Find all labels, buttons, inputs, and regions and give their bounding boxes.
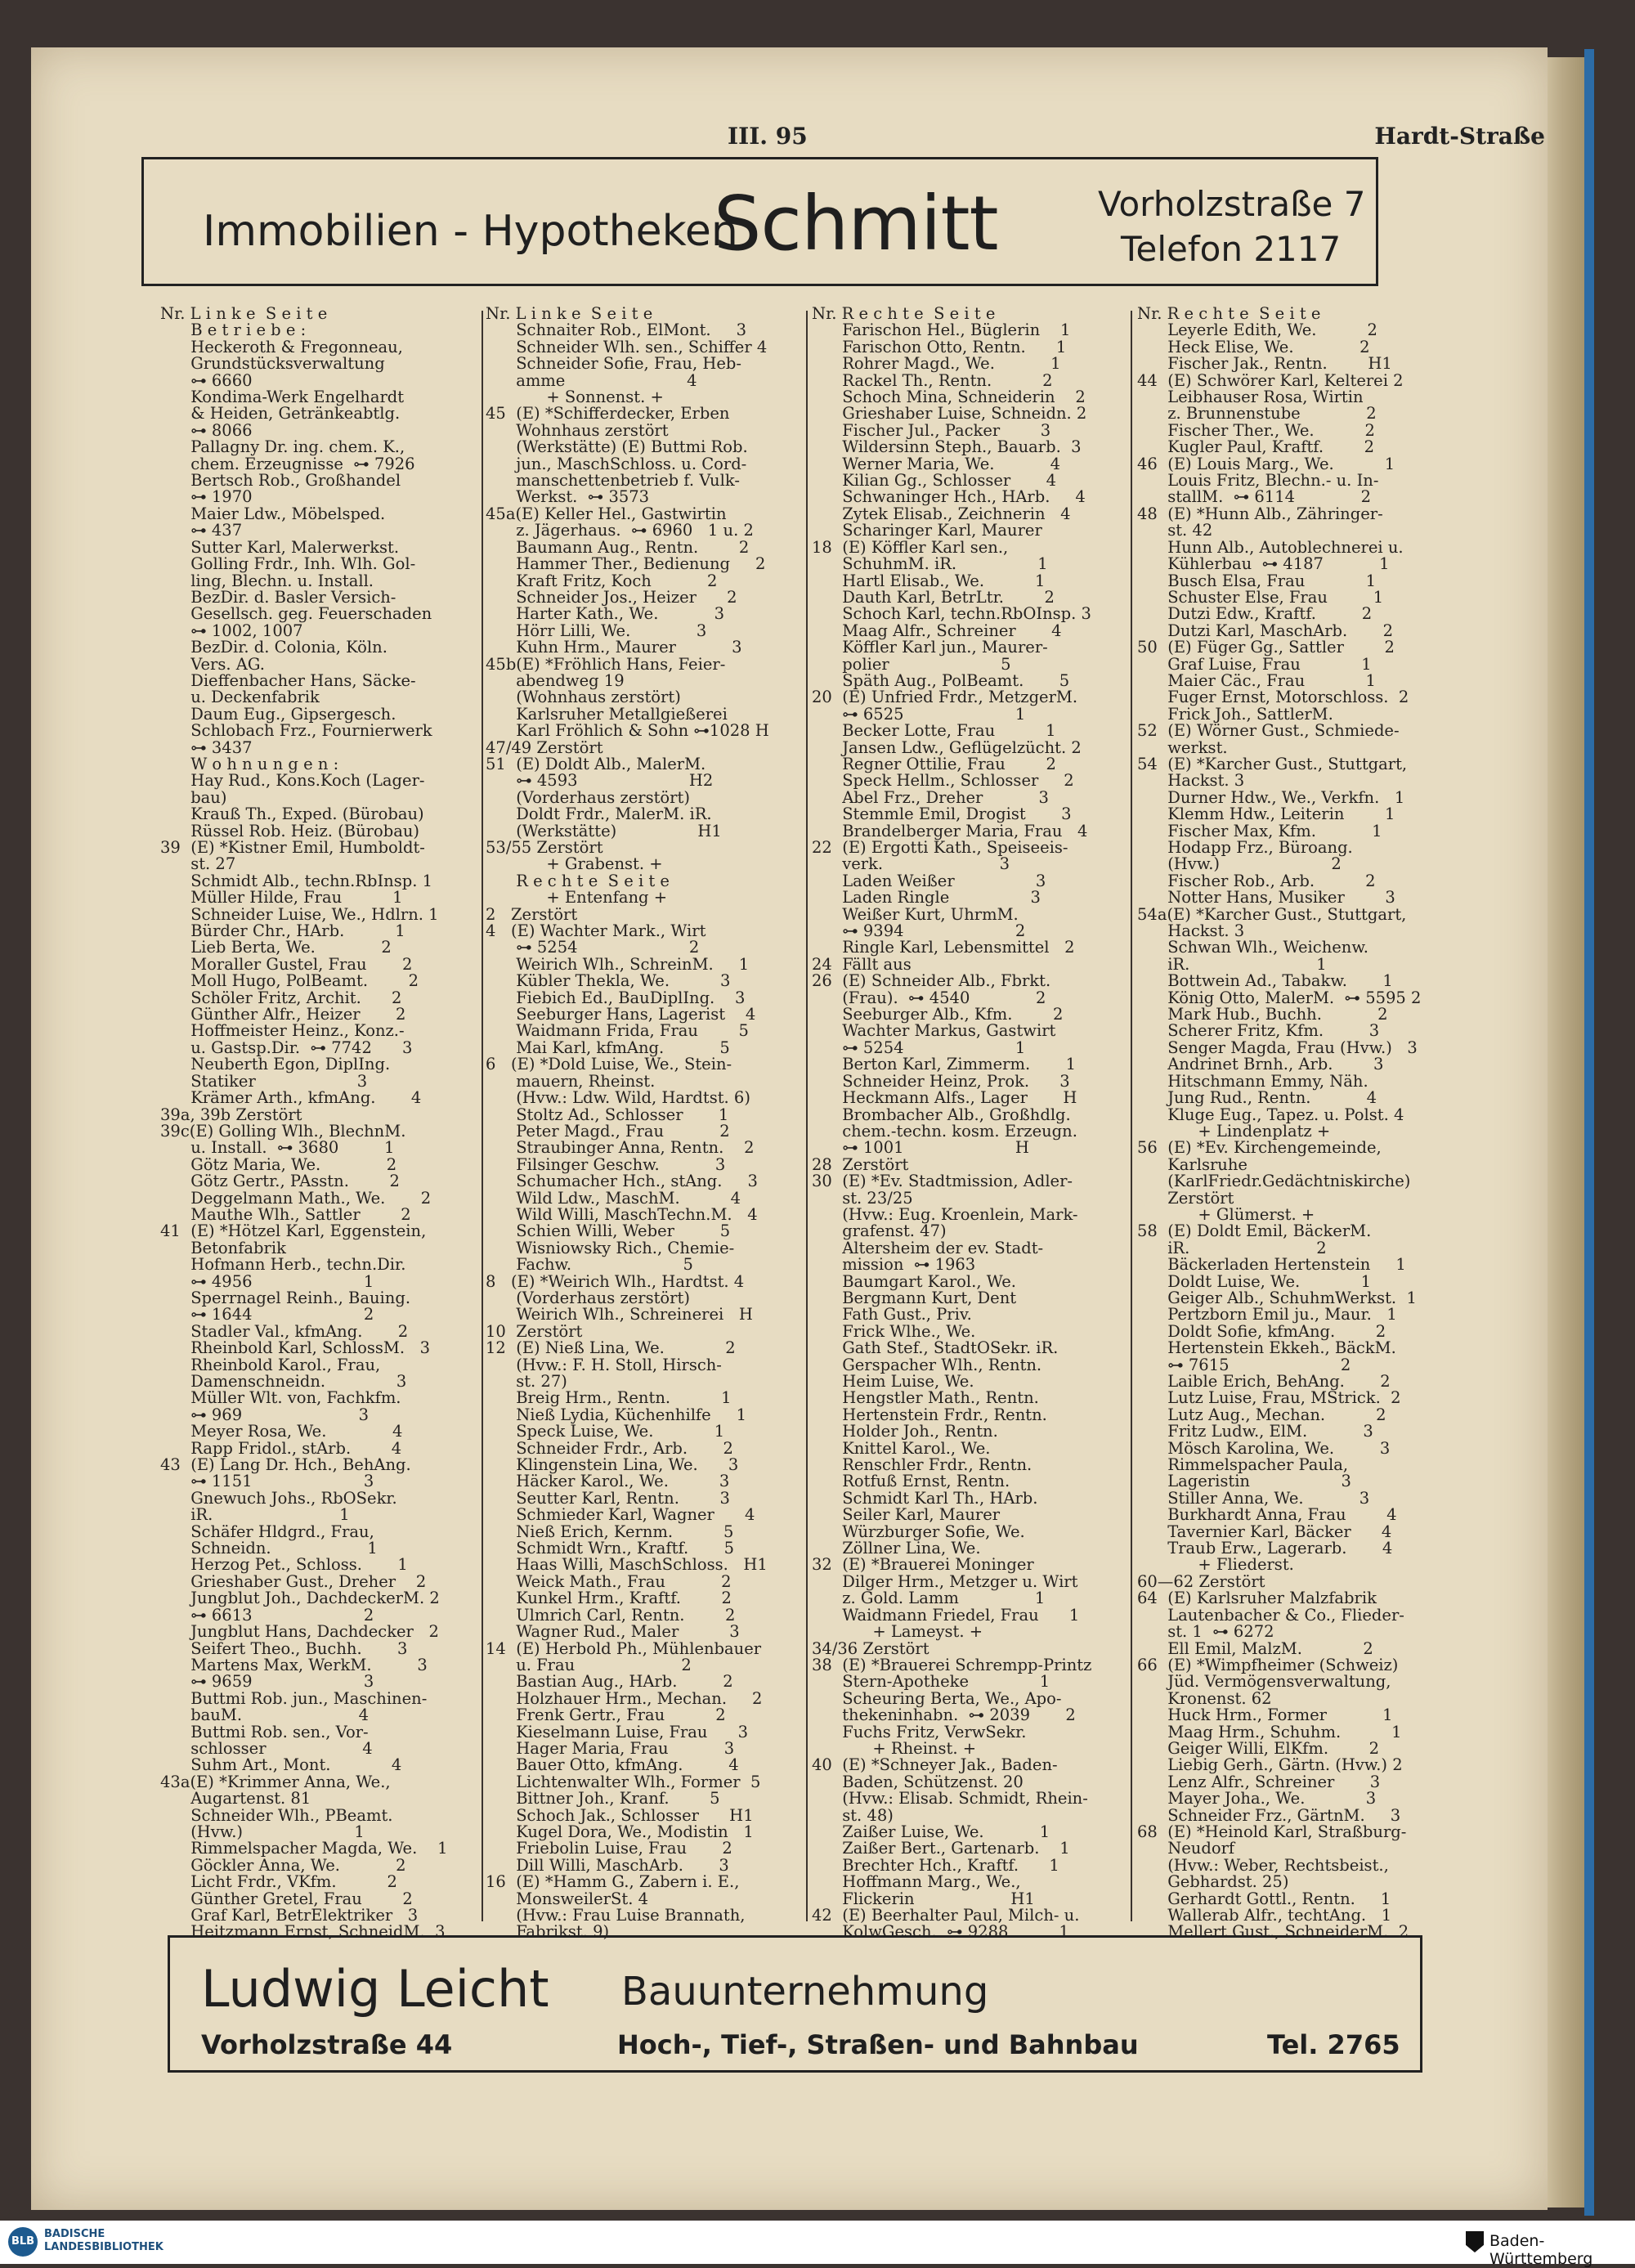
ad-trade: Bauunternehmung (621, 1969, 989, 2015)
advertisement-schmitt (141, 157, 1378, 286)
directory-column-2: Nr. L i n k e S e i t e Schnaiter Rob., ElMont. 3 Schneider Wlh. sen., Schiffer 4 Schneider Sofie, Frau, Heb- amme 4 + Sonnenst. + 45 (E) *Schifferdecker, Erben Wohnhaus zerstört (Werkstätte) (E) Buttmi Rob. jun., MaschSchloss. u. Cord- manschettenbetrieb f. Vulk- Werkst. ⊶ 3573 45a(E) Keller Hel., Gastwirtin z. Jägerhaus. ⊶ 6960 1 u. 2 Baumann Aug., Rentn. 2 Hammer Ther., Bedienung 2 Kraft Fritz, Koch 2 Schneider Jos., Heizer 2 Harter Kath., We. 3 Hörr Lilli, We. 3 Kuhn Hrm., Maurer 3 45b(E) *Fröhlich Hans, Feier- abendweg 19 (Wohnhaus zerstört) Karlsruher Metallgießerei Karl Fröhlich & Sohn ⊶1028 H 47/49 Zerstört 51 (E) Doldt Alb., MalerM. ⊶ 4593 H2 (Vorderhaus zerstört) Doldt Frdr., MalerM. iR. (Werkstätte) H1 53/55 Zerstört + Grabenst. + R e c h t e S e i t e + Entenfang + 2 Zerstört 4 (E) Wachter Mark., Wirt ⊶ 5254 2 Weirich Wlh., SchreinM. 1 Kübler Thekla, We. 3 Fiebich Ed., BauDiplIng. 3 Seeburger Hans, Lagerist 4 Waidmann Frida, Frau 5 Mai Karl, kfmAng. 5 6 (E) *Dold Luise, We., Stein- mauern, Rheinst. (Hvw.: Ldw. Wild, Hardtst. 6) Stoltz Ad., Schlosser 1 Peter Magd., Frau 2 Straubinger Anna, Rentn. 2 Filsinger Geschw. 3 Schumacher Hch., stAng. 3 Wild Ldw., MaschM. 4 Wild Willi, MaschTechn.M. 4 Schien Willi, Weber 5 Wisniowsky Rich., Chemie- Fachw. 5 8 (E) *Weirich Wlh., Hardtst. 4 (Vorderhaus zerstört) Weirich Wlh., Schreinerei H 10 Zerstört 12 (E) Nieß Lina, We. 2 (Hvw.: F. H. Stoll, Hirsch- st. 27) Breig Hrm., Rentn. 1 Nieß Lydia, Küchenhilfe 1 Speck Luise, We. 1 Schneider Frdr., Arb. 2 Klingenstein Lina, We. 3 Häcker Karol., We. 3 Seutter Karl, Rentn. 3 Schmieder Karl, Wagner 4 Nieß Erich, Kernm. 5 Schmidt Wrn., Kraftf. 5 Haas Willi, MaschSchloss. H1 Weick Math., Frau 2 Kunkel Hrm., Kraftf. 2 Ulmrich Carl, Rentn. 2 Wagner Rud., Maler 3 14 (E) Herbold Ph., Mühlenbauer u. Frau 2 Bastian Aug., HArb. 2 Holzhauer Hrm., Mechan. 2 Frenk Gertr., Frau 2 Kieselmann Luise, Frau 3 Hager Maria, Frau 3 Bauer Otto, kfmAng. 4 Lichtenwalter Wlh., Former 5 Bittner Joh., Kranf. 5 Schoch Jak., Schlosser H1 Kugel Dora, We., Modistin 1 Friebolin Luise, Frau 2 Dill Willi, MaschArb. 3 16 (E) *Hamm G., Zabern i. E., MonsweilerSt. 4 (Hvw.: Frau Luise Brannath, Fabrikst. 9) (486, 304, 769, 1942)
ad-tagline: Immobilien - Hypotheken (203, 207, 738, 256)
state-name[interactable]: Baden-Württemberg (1489, 2232, 1593, 2268)
directory-column-4: Nr. R e c h t e S e i t e Leyerle Edith, We. 2 Heck Elise, We. 2 Fischer Jak., Rentn. H1 44 (E) Schwörer Karl, Kelterei 2 Leibhauser Rosa, Wirtin z. Brunnenstube 2 Fischer Ther., We. 2 Kugler Paul, Kraftf. 2 46 (E) Louis Marg., We. 1 Louis Fritz, Blechn.- u. In- stallM. ⊶ 6114 2 48 (E) *Hunn Alb., Zähringer- st. 42 Hunn Alb., Autoblechnerei u. Kühlerbau ⊶ 4187 1 Busch Elsa, Frau 1 Schuster Else, Frau 1 Dutzi Edw., Kraftf. 2 Dutzi Karl, MaschArb. 2 50 (E) Füger Gg., Sattler 2 Graf Luise, Frau 1 Maier Cäc., Frau 1 Fuger Ernst, Motorschloss. 2 Frick Joh., SattlerM. 52 (E) Wörner Gust., Schmiede- werkst. 54 (E) *Karcher Gust., Stuttgart, Hackst. 3 Durner Hdw., We., Verkfn. 1 Klemm Hdw., Leiterin 1 Fischer Max, Kfm. 1 Hodapp Frz., Büroang. (Hvw.) 2 Fischer Rob., Arb. 2 Notter Hans, Musiker 3 54a(E) *Karcher Gust., Stuttgart, Hackst. 3 Schwan Wlh., Weichenw. iR. 1 Bottwein Ad., Tabakw. 1 König Otto, MalerM. ⊶ 5595 2 Mark Hub., Buchh. 2 Scherer Fritz, Kfm. 3 Senger Magda, Frau (Hvw.) 3 Andrinet Brnh., Arb. 3 Hitschmann Emmy, Näh. Jung Rud., Rentn. 4 Kluge Eug., Tapez. u. Polst. 4 + Lindenplatz + 56 (E) *Ev. Kirchengemeinde, Karlsruhe (KarlFriedr.Gedächtniskirche) Zerstört + Glümerst. + 58 (E) Doldt Emil, BäckerM. iR. 2 Bäckerladen Hertenstein 1 Doldt Luise, We. 1 Geiger Alb., SchuhmWerkst. 1 Pertzborn Emil ju., Maur. 1 Doldt Sofie, kfmAng. 2 Hertenstein Ekkeh., BäckM. ⊶ 7615 2 Laible Erich, BehAng. 2 Lutz Luise, Frau, MStrick. 2 Lutz Aug., Mechan. 2 Fritz Ludw., ElM. 3 Mösch Karolina, We. 3 Rimmelspacher Paula, Lageristin 3 Stiller Anna, We. 3 Burkhardt Anna, Frau 4 Tavernier Karl, Bäcker 4 Traub Erw., Lagerarb. 4 + Fliederst. 60—62 Zerstört 64 (E) Karlsruher Malzfabrik Lautenbacher & Co., Flieder- st. 1 ⊶ 6272 Ell Emil, MalzM. 2 66 (E) *Wimpfheimer (Schweiz) Jüd. Vermögensverwaltung, Kronenst. 62 Huck Hrm., Former 1 Maag Hrm., Schuhm. 1 Geiger Willi, ElKfm. 2 Liebig Gerh., Gärtn. (Hvw.) 2 Lenz Alfr., Schreiner 3 Mayer Joha., We. 3 Schneider Frz., GärtnM. 3 68 (E) *Heinold Karl, Straßburg- Neudorf (Hvw.: Weber, Rechtsbeist., Gebhardst. 25) Gerhardt Gottl., Rentn. 1 Wallerab Alfr., techtAng. 1 Mellert Gust., SchneiderM. 2 (1137, 304, 1422, 1942)
advertisement-leicht (168, 1935, 1422, 2073)
directory-column-1: Nr. L i n k e S e i t e B e t r i e b e : Heckeroth & Fregonneau, Grundstücksverwaltung ⊶ 6660 Kondima-Werk Engelhardt & Heiden, Getränkeabtlg. ⊶ 8066 Pallagny Dr. ing. chem. K., chem. Erzeugnisse ⊶ 7926 Bertsch Rob., Großhandel ⊶ 1970 Maier Ldw., Möbelsped. ⊶ 437 Sutter Karl, Malerwerkst. Golling Frdr., Inh. Wlh. Gol- ling, Blechn. u. Install. BezDir. d. Basler Versich- Gesellsch. geg. Feuerschaden ⊶ 1002, 1007 BezDir. d. Colonia, Köln. Vers. AG. Dieffenbacher Hans, Säcke- u. Deckenfabrik Daum Eug., Gipsergesch. Schlobach Frz., Fournierwerk ⊶ 3437 W o h n u n g e n : Hay Rud., Kons.Koch (Lager- bau) Krauß Th., Exped. (Bürobau) Rüssel Rob. Heiz. (Bürobau) 39 (E) *Kistner Emil, Humboldt- st. 27 Schmidt Alb., techn.RbInsp. 1 Müller Hilde, Frau 1 Schneider Luise, We., Hdlrn. 1 Bürder Chr., HArb. 1 Lieb Berta, We. 2 Moraller Gustel, Frau 2 Moll Hugo, PolBeamt. 2 Schöler Fritz, Archit. 2 Günther Alfr., Heizer 2 Hoffmeister Heinz., Konz.- u. Gastsp.Dir. ⊶ 7742 3 Neuberth Egon, DiplIng. Statiker 3 Krämer Arth., kfmAng. 4 39a, 39b Zerstört 39c(E) Golling Wlh., BlechnM. u. Install. ⊶ 3680 1 Götz Maria, We. 2 Götz Gertr., PAsstn. 2 Deggelmann Math., We. 2 Mauthe Wlh., Sattler 2 41 (E) *Hötzel Karl, Eggenstein, Betonfabrik Hofmann Herb., techn.Dir. ⊶ 4956 1 Sperrnagel Reinh., Bauing. ⊶ 1644 2 Stadler Val., kfmAng. 2 Rheinbold Karl, SchlossM. 3 Rheinbold Karol., Frau, Damenschneidn. 3 Müller Wlt. von, Fachkfm. ⊶ 969 3 Meyer Rosa, We. 4 Rapp Fridol., stArb. 4 43 (E) Lang Dr. Hch., BehAng. ⊶ 1151 3 Gnewuch Johs., RbOSekr. iR. 1 Schäfer Hldgrd., Frau, Schneidn. 1 Herzog Pet., Schloss. 1 Grieshaber Gust., Dreher 2 Jungblut Joh., DachdeckerM. 2 ⊶ 6613 2 Jungblut Hans, Dachdecker 2 Seifert Theo., Buchh. 3 Martens Max, WerkM. 3 ⊶ 9659 3 Buttmi Rob. jun., Maschinen- bauM. 4 Buttmi Rob. sen., Vor- schlosser 4 Suhm Art., Mont. 4 43a(E) *Krimmer Anna, We., Augartenst. 81 Schneider Wlh., PBeamt. (Hvw.) 1 Rimmelspacher Magda, We. 1 Göckler Anna, We. 2 Licht Frdr., VKfm. 2 Günther Gretel, Frau 2 Graf Karl, BetrElektriker 3 Heitzmann Ernst, SchneidM. 3 (160, 304, 448, 1942)
viewer-footer (0, 2221, 1635, 2268)
ad-phone: Telefon 2117 (1121, 229, 1342, 269)
blb-logo-icon[interactable]: BLB (8, 2227, 38, 2257)
directory-column-3: Nr. R e c h t e S e i t e Farischon Hel., Büglerin 1 Farischon Otto, Rentn. 1 Rohrer Magd., We. 1 Rackel Th., Rentn. 2 Schoch Mina, Schneiderin 2 Grieshaber Luise, Schneidn. 2 Fischer Jul., Packer 3 Wildersinn Steph., Bauarb. 3 Werner Maria, We. 4 Kilian Gg., Schlosser 4 Schwaninger Hch., HArb. 4 Zytek Elisab., Zeichnerin 4 Scharinger Karl, Maurer 18 (E) Köffler Karl sen., SchuhmM. iR. 1 Hartl Elisab., We. 1 Dauth Karl, BetrLtr. 2 Schoch Karl, techn.RbOInsp. 3 Maag Alfr., Schreiner 4 Köffler Karl jun., Maurer- polier 5 Späth Aug., PolBeamt. 5 20 (E) Unfried Frdr., MetzgerM. ⊶ 6525 1 Becker Lotte, Frau 1 Jansen Ldw., Geflügelzücht. 2 Regner Ottilie, Frau 2 Speck Hellm., Schlosser 2 Abel Frz., Dreher 3 Stemmle Emil, Drogist 3 Brandelberger Maria, Frau 4 22 (E) Ergotti Kath., Speiseeis- verk. 3 Laden Weißer 3 Laden Ringle 3 Weißer Kurt, UhrmM. ⊶ 9394 2 Ringle Karl, Lebensmittel 2 24 Fällt aus 26 (E) Schneider Alb., Fbrkt. (Frau). ⊶ 4540 2 Seeburger Alb., Kfm. 2 Wachter Markus, Gastwirt ⊶ 5254 1 Berton Karl, Zimmerm. 1 Schneider Heinz, Prok. 3 Heckmann Alfs., Lager H Brombacher Alb., Großhdlg. chem.-techn. kosm. Erzeugn. ⊶ 1001 H 28 Zerstört 30 (E) *Ev. Stadtmission, Adler- st. 23/25 (Hvw.: Eug. Kroenlein, Mark- grafenst. 47) Altersheim der ev. Stadt- mission ⊶ 1963 Baumgart Karol., We. Bergmann Kurt, Dent Fath Gust., Priv. Frick Wlhe., We. Gath Stef., StadtOSekr. iR. Gerspacher Wlh., Rentn. Heim Luise, We. Hengstler Math., Rentn. Hertenstein Frdr., Rentn. Holder Joh., Rentn. Knittel Karol., We. Renschler Frdr., Rentn. Rotfuß Ernst, Rentn. Schmidt Karl Th., HArb. Seiler Karl, Maurer Würzburger Sofie, We. Zöllner Lina, We. 32 (E) *Brauerei Moninger Dilger Hrm., Metzger u. Wirt z. Gold. Lamm 1 Waidmann Friedel, Frau 1 + Lameyst. + 34/36 Zerstört 38 (E) *Brauerei Schrempp-Printz Stern-Apotheke 1 Scheuring Berta, We., Apo- thekeninhabn. ⊶ 2039 2 Fuchs Fritz, VerwSekr. + Rheinst. + 40 (E) *Schneyer Jak., Baden- Baden, Schützenst. 20 (Hvw.: Elisab. Schmidt, Rhein- st. 48) Zaißer Luise, We. 1 Zaißer Bert., Gartenarb. 1 Brechter Hch., Kraftf. 1 Hoffmann Marg., We., Flickerin H1 42 (E) Beerhalter Paul, Milch- u. KolwGesch. ⊶ 9288 1 (812, 304, 1092, 1942)
ad-address: Vorholzstraße 44 (201, 2029, 453, 2060)
library-name[interactable]: BADISCHE LANDESBIBLIOTHEK (44, 2228, 164, 2253)
directory-columns (160, 304, 1432, 1942)
ad-phone: Tel. 2765 (1267, 2029, 1400, 2060)
ad-company-name: Ludwig Leicht (201, 1959, 549, 2019)
ad-address: Vorholzstraße 7 (1098, 184, 1366, 224)
ad-company-name: Schmitt (714, 180, 998, 267)
book-spine (1548, 57, 1584, 2207)
ad-services: Hoch-, Tief-, Straßen- und Bahnbau (617, 2029, 1139, 2060)
binding-edge (1584, 49, 1594, 2216)
page-number: III. 95 (728, 123, 808, 150)
state-crest-icon (1466, 2231, 1484, 2252)
street-title: Hardt-Straße (1374, 123, 1545, 150)
